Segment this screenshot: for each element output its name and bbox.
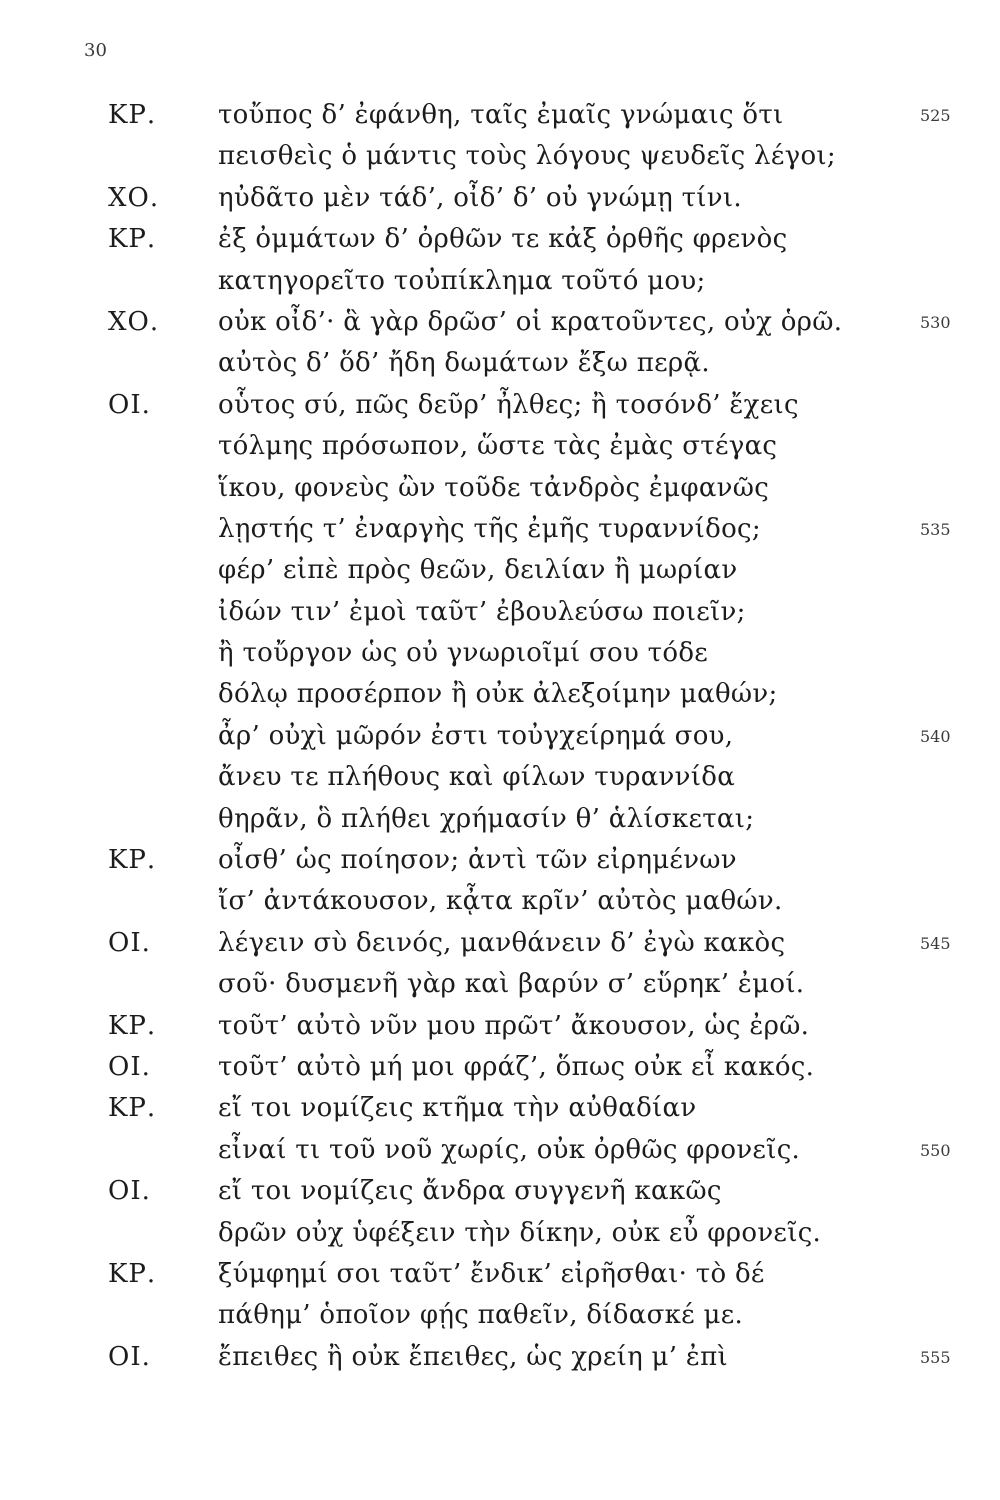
verse-text: φέρ’ εἰπὲ πρὸς θεῶν, δειλίαν ἢ μωρίαν — [218, 555, 738, 586]
verse-line — [0, 340, 1000, 381]
speaker-label: ΟΙ. — [108, 1341, 151, 1372]
verse-line — [0, 671, 1000, 712]
verse-text: κατηγορεῖτο τοὐπίκλημα τοῦτό μου; — [218, 265, 706, 296]
verse-line — [0, 1127, 1000, 1168]
verse-text: θηρᾶν, ὃ πλήθει χρήμασίν θ’ ἁλίσκεται; — [218, 803, 755, 834]
line-number: 545 — [920, 933, 951, 953]
verse-line — [0, 630, 1000, 671]
verse-line — [0, 1292, 1000, 1333]
verse-text: λέγειν σὺ δεινός, μανθάνειν δ’ ἐγὼ κακὸς — [218, 927, 786, 958]
verse-text: ἔπειθες ἢ οὐκ ἔπειθες, ὡς χρείη μ’ ἐπὶ — [218, 1341, 729, 1372]
verse-line — [0, 1251, 1000, 1292]
speaker-label: ΧΟ. — [108, 182, 160, 213]
verse-text: εἶναί τι τοῦ νοῦ χωρίς, οὐκ ὀρθῶς φρονεῖς. — [218, 1134, 801, 1165]
verse-text: ἐξ ὀμμάτων δ’ ὀρθῶν τε κἀξ ὀρθῆς φρενὸς — [218, 224, 788, 255]
speaker-label: ΚΡ. — [108, 1258, 157, 1289]
line-number: 540 — [920, 726, 951, 746]
verse-line — [0, 754, 1000, 795]
verse-text: εἴ τοι νομίζεις κτῆμα τὴν αὐθαδίαν — [218, 1093, 697, 1124]
verse-text: ξύμφημί σοι ταῦτ’ ἔνδικ’ εἰρῆσθαι· τὸ δέ — [218, 1258, 765, 1289]
verse-text: πεισθεὶς ὁ μάντις τοὺς λόγους ψευδεῖς λέγοι; — [218, 141, 836, 172]
speaker-label: ΚΡ. — [108, 224, 157, 255]
line-number: 555 — [920, 1347, 951, 1367]
verse-line — [0, 837, 1000, 878]
verse-line — [0, 713, 1000, 754]
verse-text: τοὔπος δ’ ἐφάνθη, ταῖς ἐμαῖς γνώμαις ὅτι — [218, 100, 784, 130]
verse-text: οὐκ οἶδ’· ἃ γὰρ δρῶσ’ οἱ κρατοῦντες, οὐχ ὁρῶ. — [218, 306, 843, 337]
verse-line — [0, 382, 1000, 423]
line-number: 535 — [920, 519, 951, 539]
verse-text: τοῦτ’ αὐτὸ μή μοι φράζ’, ὅπως οὐκ εἶ κακός. — [218, 1051, 815, 1082]
verse-line — [0, 506, 1000, 547]
verse-text: ἆρ’ οὐχὶ μῶρόν ἐστι τοὐγχείρημά σου, — [218, 720, 734, 751]
verse-line — [0, 92, 1000, 133]
verse-line — [0, 920, 1000, 961]
verse-text: τόλμης πρόσωπον, ὥστε τὰς ἐμὰς στέγας — [218, 431, 778, 462]
verse-text: ηὐδᾶτο μὲν τάδ’, οἶδ’ δ’ οὐ γνώμῃ τίνι. — [218, 182, 742, 213]
verse-block — [0, 92, 1000, 1375]
verse-line — [0, 258, 1000, 299]
speaker-label: ΚΡ. — [108, 1010, 157, 1041]
speaker-label: ΟΙ. — [108, 389, 151, 420]
verse-line — [0, 796, 1000, 837]
verse-line — [0, 1334, 1000, 1375]
verse-text: τοῦτ’ αὐτὸ νῦν μου πρῶτ’ ἄκουσον, ὡς ἐρῶ. — [218, 1010, 810, 1041]
verse-text: εἴ τοι νομίζεις ἄνδρα συγγενῆ κακῶς — [218, 1176, 722, 1207]
verse-text: σοῦ· δυσμενῆ γὰρ καὶ βαρύν σ’ εὕρηκ’ ἐμοί. — [218, 969, 805, 1000]
verse-line — [0, 1044, 1000, 1085]
speaker-label: ΚΡ. — [108, 100, 157, 130]
page-number: 30 — [84, 40, 107, 61]
verse-line — [0, 423, 1000, 464]
verse-line — [0, 175, 1000, 216]
verse-text: δόλῳ προσέρπον ἢ οὐκ ἀλεξοίμην μαθών; — [218, 679, 778, 710]
verse-text: αὐτὸς δ’ ὅδ’ ἤδη δωμάτων ἔξω περᾷ. — [218, 348, 710, 379]
speaker-label: ΟΙ. — [108, 927, 151, 958]
verse-line — [0, 133, 1000, 174]
verse-line — [0, 1168, 1000, 1209]
speaker-label: ΧΟ. — [108, 306, 160, 337]
verse-line — [0, 1085, 1000, 1126]
verse-text: ἴσ’ ἀντάκουσον, κᾆτα κρῖν’ αὐτὸς μαθών. — [218, 886, 783, 917]
verse-line — [0, 1210, 1000, 1251]
verse-text: λῃστής τ’ ἐναργὴς τῆς ἐμῆς τυραννίδος; — [218, 513, 761, 544]
verse-text: ἢ τοὔργον ὡς οὐ γνωριοῖμί σου τόδε — [218, 638, 709, 669]
verse-text: ἄνευ τε πλήθους καὶ φίλων τυραννίδα — [218, 762, 736, 793]
speaker-label: ΚΡ. — [108, 1093, 157, 1124]
line-number: 550 — [920, 1140, 951, 1160]
verse-text: ἰδών τιν’ ἐμοὶ ταῦτ’ ἐβουλεύσω ποιεῖν; — [218, 596, 746, 627]
verse-text: οἶσθ’ ὡς ποίησον; ἀντὶ τῶν εἰρημένων — [218, 845, 737, 876]
speaker-label: ΟΙ. — [108, 1051, 151, 1082]
verse-line — [0, 465, 1000, 506]
line-number: 530 — [920, 312, 951, 332]
verse-text: οὗτος σύ, πῶς δεῦρ’ ἦλθες; ἢ τοσόνδ’ ἔχεις — [218, 389, 799, 420]
verse-line — [0, 547, 1000, 588]
verse-line — [0, 1003, 1000, 1044]
verse-text: δρῶν οὐχ ὑφέξειν τὴν δίκην, οὐκ εὖ φρονεῖς. — [218, 1217, 822, 1248]
line-number: 525 — [920, 106, 951, 125]
speaker-label: ΟΙ. — [108, 1176, 151, 1207]
verse-line — [0, 961, 1000, 1002]
verse-line — [0, 878, 1000, 919]
speaker-label: ΚΡ. — [108, 845, 157, 876]
verse-text: πάθημ’ ὁποῖον φῄς παθεῖν, δίδασκέ με. — [218, 1300, 744, 1331]
verse-line — [0, 216, 1000, 257]
verse-text: ἵκου, φονεὺς ὢν τοῦδε τἀνδρὸς ἐμφανῶς — [218, 472, 770, 503]
verse-line — [0, 299, 1000, 340]
verse-line — [0, 589, 1000, 630]
